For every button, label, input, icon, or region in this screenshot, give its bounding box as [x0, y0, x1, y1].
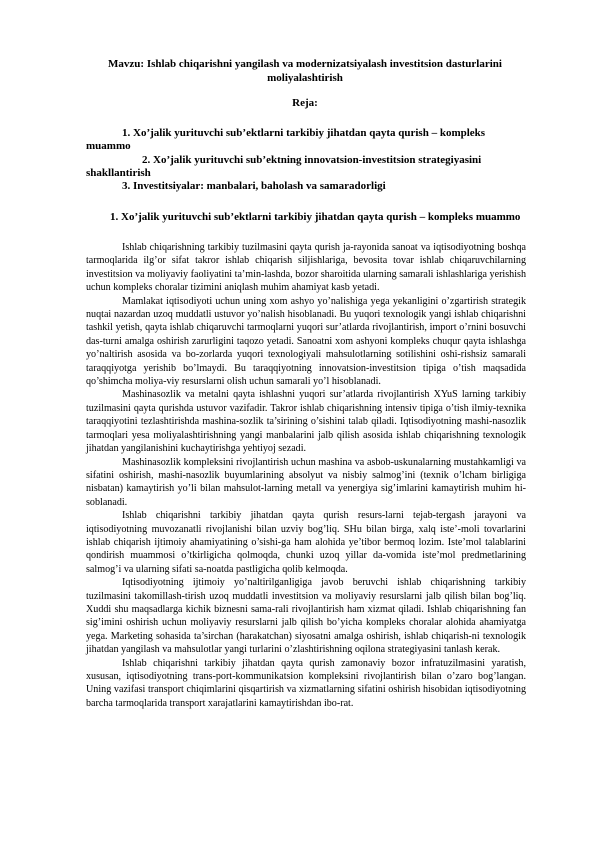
plan-item: 3. Investitsiyalar: manbalari, baholash va samaradorligi — [122, 180, 386, 193]
paragraph: Ishlab chiqarishning tarkibiy tuzilmasini qayta qurish ja-rayonida sanoat va iqtisodiyotning boshqa tarmoqlarida ilg’or sifat takror ishlab chiqarish siljishlariga, bevosita tovar ishlab chiqaruvchilarning investitsion va moliyaviy faoliyatini ta’min-lashda, bozor sharoitida ularning samarali ishlashlariga yerishish uchun kompleks choralar tizimini aniqlash muhim ahamiyat kasb yetadi. — [86, 242, 526, 294]
paragraph: Mashinasozlik va metalni qayta ishlashni yuqori sur’atlarda rivojlantirish XYuS larning tarkibiy tuzilmasini qayta qurishda ustuvor vazifadir. Takror ishlab chiqarishning intensiv tipiga o’tish ilmiy-texnika taraqqiyotini tezlashtirishda mashina-sozlik ta’sirining o’sishini talab qiladi. Iqtisodiyotning mashi-nasozlik tarmoqlari yesa moliyalashtirishning yangi manbalarini jalb qilish asosida ishlab chiqarishning texnologik jihatdan yangilanishini kuchaytirishga yehtiyoj sezadi. — [86, 389, 526, 455]
plan-heading: Reja: — [292, 97, 318, 109]
paragraph: Iqtisodiyotning ijtimoiy yo’naltirilganligiga javob beruvchi ishlab chiqarishning tarkibiy tuzilmasini takomillash-tirish uzoq muddatli investitsion va moliyaviy resurslarni jalb qilish bilan bog’liq. Xuddi shu maqsadlarga kichik biznesni sama-rali rivojlantirish ham xizmat qiladi. Ishlab chiqarishning fan sig’imini oshirish uchun moliyaviy resurslarni jalb qilish bo’yicha kompleks choralar alohida ahamiyatga yega. Marketing sohasida ta’sirchan (harakatchan) siyosatni amalga oshirish, ishlab chiqarish-ni texnologik jihatdan yangilash va mahsulotlar yangi turlarini o’zlashtirishning oqilona strategiyasini tanlash kerak. — [86, 577, 526, 656]
plan-list — [86, 127, 526, 193]
paragraph: Ishlab chiqarishni tarkibiy jihatdan qayta qurish resurs-larni tejab-tergash jarayoni va iqtisodiyotning muvozanatli rivojlanishi bilan uzviy bog’liq. SHu bilan birga, xalq iste’-moli tovarlarini ishlab chiqarish ijtimoiy ahamiyatining o’sishi-ga ham alohida ye’tibor bermoq lozim. Iste’mol talablarini qondirish muammosi o’tkirligicha qolmoqda, chunki uzoq yillar da-vomida iste’mol predmetlarining salmog’i va ularning sifati sa-noatda pastligicha qolib kelmoqda. — [86, 510, 526, 575]
plan-item: 2. Xo’jalik yurituvchi sub’ektning innovatsion-investitsion strategiyasini shakllantirish — [86, 153, 482, 179]
body-text — [86, 241, 526, 710]
document-title: Mavzu: Ishlab chiqarishni yangilash va modernizatsiyalash investitsion dasturlarini moliyalashtirish — [108, 58, 502, 84]
paragraph: Mashinasozlik kompleksini rivojlantirish uchun mashina va asbob-uskunalarning mustahkamligi va sifatini oshirish, mashi-nasozlik buyumlarining absolyut va nisbiy salmog’ini (texnik o’lcham birligiga nisbatan) kamaytirish yo’li bilan mahsulot-larning metall va yenergiya sig’imlarini kamaytirish muhim hi-soblanadi. — [86, 456, 526, 508]
paragraph: Ishlab chiqarishni tarkibiy jihatdan qayta qurish zamonaviy bozor infratuzilmasini yaratish, xususan, iqtisodiyotning trans-port-kommunikatsion kompleksini rivojlantirish bilan o’zaro bog’langan. Uning vazifasi transport chiqimlarini qisqartirish va xizmatlarning sifatini oshirish hisobidan iqtisodiyotning barcha tarmoqlarida transport xarajatlarini kamaytirishdan ibo-rat. — [86, 657, 526, 709]
paragraph: Mamlakat iqtisodiyoti uchun uning xom ashyo yo’nalishiga yega yekanligini o’zgartirish strategik nuqtai nazardan uzoq muddatli ustuvor yo’nalish hisoblanadi. Bu yuqori texnologik yangi ishlab chiqarishni tashkil yetish, qayta ishlab chiqaruvchi tarmoqlarni yuqori sur’atlarda rivojlantirish, import o’rnini bosuvchi das-turni amalga oshirish zarurligini taqozo yetadi. Sanoatni xom ashyoni kompleks chuqur qayta ishlashga yo’naltirish asosida va bo-zorlarda yuqori texnologiyali mahsulotlarning sotilishini oshi-rishsiz samarali taraqqiyotga yerishib bo’lmaydi. Bu taraqqiyotning innovatsion-investitsion tipiga o’tish maqsadida qo’shimcha moliya-viy resurslarni olish uchun samarali yo’l hisoblanadi. — [86, 295, 526, 388]
section-heading: 1. Xo’jalik yurituvchi sub’ektlarni tarkibiy jihatdan qayta qurish – kompleks muammo — [110, 211, 521, 223]
plan-item: 1. Xo’jalik yurituvchi sub’ektlarni tarkibiy jihatdan qayta qurish – kompleks muammo — [86, 127, 486, 153]
